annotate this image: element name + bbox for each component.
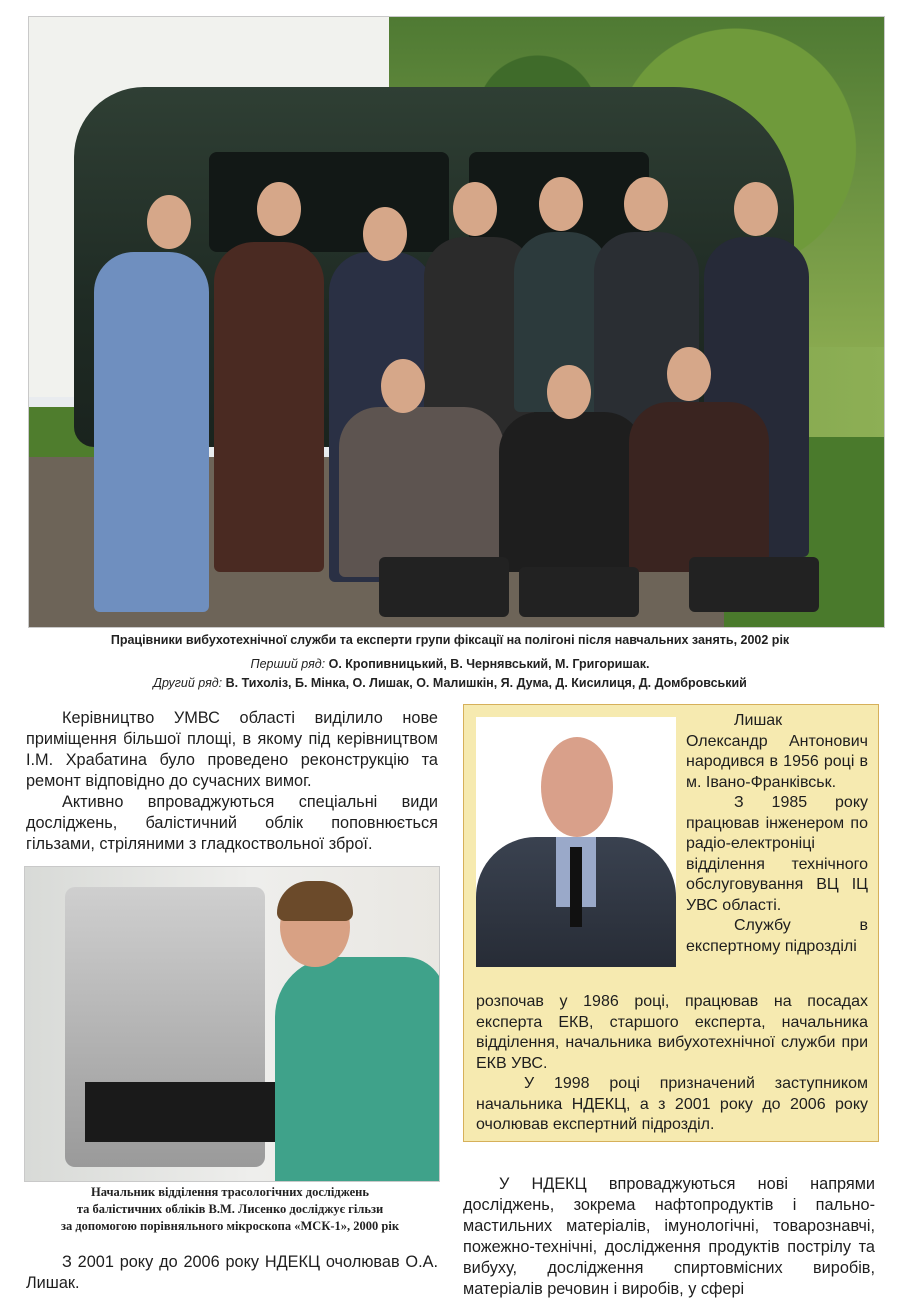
group-photo-caption: Працівники вибухотехнічної служби та експерти групи фіксації на полігоні після навчальних занять, 2002 рік — [110, 633, 790, 647]
microscope-caption-line2: та балістичних обліків В.М. Лисенко досліджує гільзи — [76, 1202, 384, 1216]
bio-text-beside-portrait — [686, 711, 868, 957]
bio-service-start: Службу в експертному підрозділі — [686, 917, 868, 955]
bio-1998: У 1998 році призначений заступником начальника НДЕКЦ, а з 2001 року до 2006 року очолював експертний підрозділ. — [476, 1075, 868, 1133]
paragraph-lyshak-head: З 2001 року до 2006 року НДЕКЦ очолював О.А. Лишак. — [26, 1253, 438, 1292]
caption-second-row — [0, 676, 900, 690]
bio-birth: Лишак Олександр Антонович народився в 1956 році в м. Івано-Франківськ. — [686, 712, 868, 791]
caption-first-row — [0, 657, 900, 671]
bio-1985: З 1985 року працював інженером по радіо-електроніці відділення технічного обслуговування ВЦ ІЦ УВС області. — [686, 794, 868, 914]
bio-text-full-width — [476, 992, 868, 1136]
paragraph-new-premises: Керівництво УМВС області виділило нове приміщення більшої площі, в якому під керівництвом І.М. Храбатина було проведено реконструкцію та ремонт відповідно до сучасних вимог. — [26, 709, 438, 790]
right-column-text — [463, 1174, 875, 1300]
bio-service-positions: розпочав у 1986 році, працював на посадах експерта ЕКВ, старшого експерта, начальника відділення, начальника вибухотехнічної служби при ЕКВ УВС. — [476, 993, 868, 1072]
second-row-label: Другий ряд: — [153, 676, 223, 690]
microscope-photo — [24, 866, 440, 1182]
left-column-text — [26, 708, 438, 855]
biography-box — [463, 704, 879, 1142]
first-row-label: Перший ряд: — [250, 657, 326, 671]
second-row-names: В. Тихоліз, Б. Мінка, О. Лишак, О. Малишкін, Я. Дума, Д. Кисилиця, Д. Домбровський — [225, 676, 747, 690]
paragraph-special-research: Активно впроваджуються спеціальні види досліджень, балістичний облік поповнюється гільзами, стріляними з гладкоствольної зброї. — [26, 793, 438, 853]
portrait-photo — [476, 717, 676, 967]
microscope-photo-caption — [20, 1184, 440, 1235]
left-column-bottom-text — [26, 1252, 438, 1294]
first-row-names: О. Кропивницький, В. Чернявський, М. Григоришак. — [328, 657, 650, 671]
group-photo — [28, 16, 885, 628]
microscope-caption-line1: Начальник відділення трасологічних досліджень — [91, 1185, 369, 1199]
paragraph-new-directions: У НДЕКЦ впроваджуються нові напрями досліджень, зокрема нафтопродуктів і пально-мастильних матеріалів, імунологічні, товарознавчі, пожежно-технічні, дослідження продуктів пострілу та вибуху, дослідження спиртовмісних виробів, матеріалів речовин і виробів, у сфері — [463, 1175, 875, 1298]
microscope-caption-line3: за допомогою порівняльного мікроскопа «МСК-1», 2000 рік — [60, 1219, 400, 1233]
